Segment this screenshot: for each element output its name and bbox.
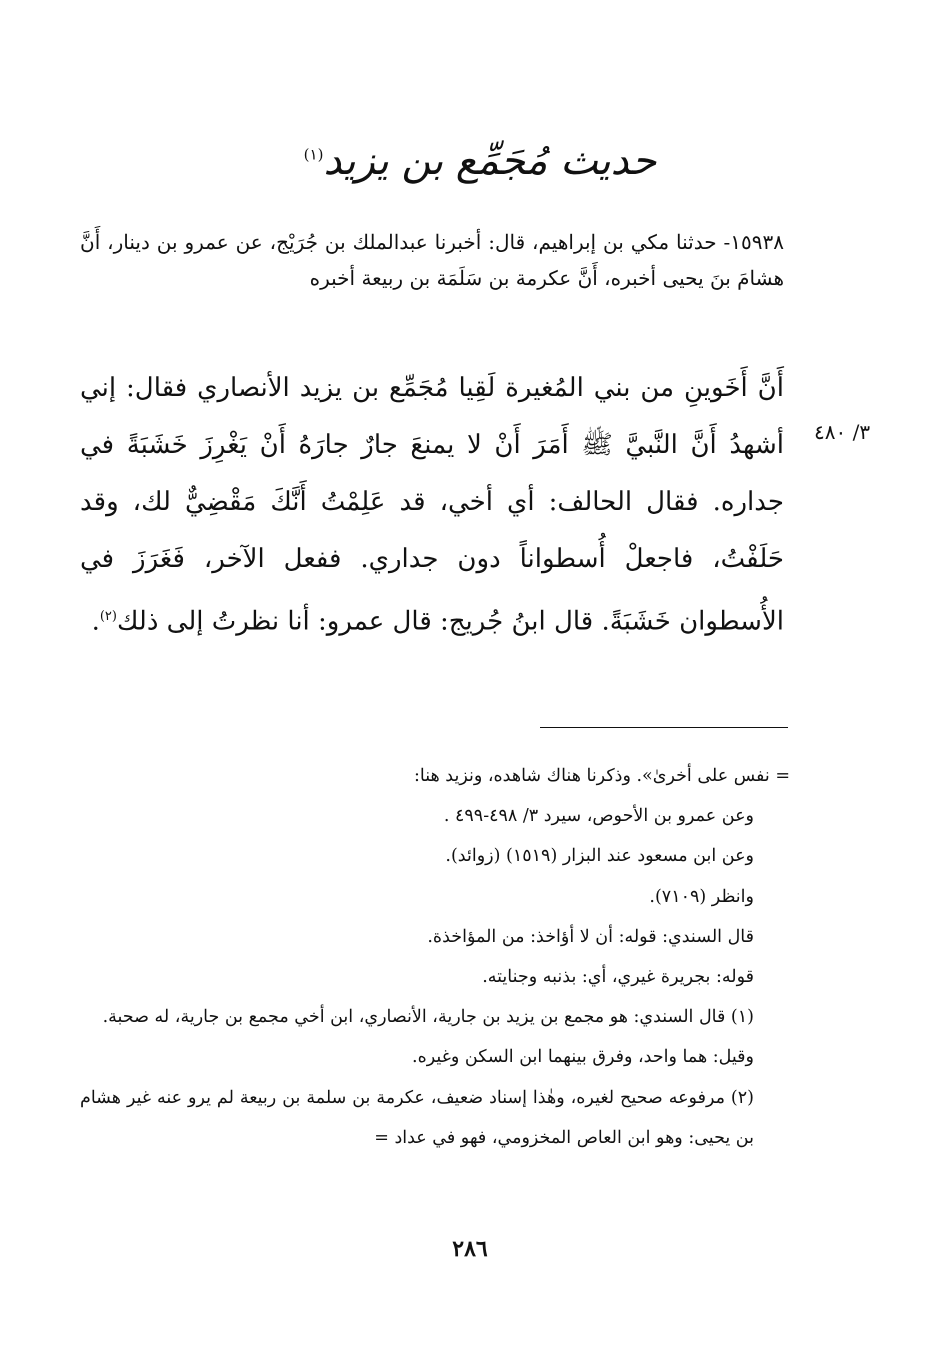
- matn-text: أَنَّ أَخَوينِ من بني المُغيرة لَقِيا مُجَمِّع بن يزيد الأنصاري فقال: إني أشهدُ أَنَّ النَّبيَّ ﷺ أَمَرَ أَنْ لا يمنعَ جارٌ جارَهُ أَنْ يَغْرِزَ خَشَبَةً في جداره. فقال الحالف: أي أخي، قد عَلِمْتُ أَنَّكَ مَقْضِيٌّ لك، وقد حَلَفْتُ، فاجعلْ أُسطواناً دون جداري. ففعل الآخر، فَغَرَزَ في الأُسطوان خَشَبَةً. قال ابنُ جُريج: قال عمرو: أنا نظرتُ إلى ذلك: [80, 373, 784, 637]
- footnote-line: وقيل: هما واحد، وفرق بينهما ابن السكن وغيره.: [412, 1047, 754, 1068]
- footnote-divider: [540, 727, 788, 728]
- heading-title: حديث مُجَمِّع بن يزيد: [323, 138, 657, 184]
- hadith-heading: [200, 138, 760, 184]
- footnotes: [80, 756, 790, 1158]
- footnote-1: (١) قال السندي: هو مجمع بن يزيد بن جارية، الأنصاري، ابن أخي مجمع بن جارية، له صحبة.: [102, 1007, 754, 1028]
- hadith-isnad: ١٥٩٣٨- حدثنا مكي بن إبراهيم، قال: أخبرنا عبدالملك بن جُرَيْج، عن عمرو بن دينار، أَنَّ هشامَ بنَ يحيى أخبره، أَنَّ عكرمة بن سَلَمَة بن ربيعة أخبره: [80, 230, 784, 290]
- margin-reference: ٣/ ٤٨٠: [814, 420, 871, 444]
- hadith-matn: [80, 360, 784, 651]
- matn-end-punct: .: [91, 606, 100, 637]
- footnote-2: (٢) مرفوعه صحيح لغيره، وهٰذا إسناد ضعيف، عكرمة بن سلمة بن ربيعة لم يرو عنه غير هشام بن يحيى: وهو ابن العاص المخزومي، فهو في عداد =: [80, 1087, 754, 1148]
- footnote-line: قال السندي: قوله: أن لا أؤاخذ: من المؤاخذة.: [427, 926, 754, 947]
- heading-footnote-marker: (١): [303, 145, 324, 164]
- footnote-line: = نفس على أخرىٰ». وذكرنا هناك شاهده، ونزيد هنا:: [413, 766, 790, 786]
- footnote-line: وعن ابن مسعود عند البزار (١٥١٩) (زوائد).: [445, 846, 754, 867]
- footnote-line: قوله: بجريرة غيري، أي: بذنبه وجنايته.: [482, 967, 754, 988]
- footnote-line: وانظر (٧١٠٩).: [649, 886, 754, 907]
- footnote-line: وعن عمرو بن الأحوص، سيرد ٣/ ٤٩٨-٤٩٩ .: [443, 806, 754, 827]
- matn-footnote-marker: (٢): [99, 609, 117, 624]
- page-number: ٢٨٦: [452, 1236, 488, 1262]
